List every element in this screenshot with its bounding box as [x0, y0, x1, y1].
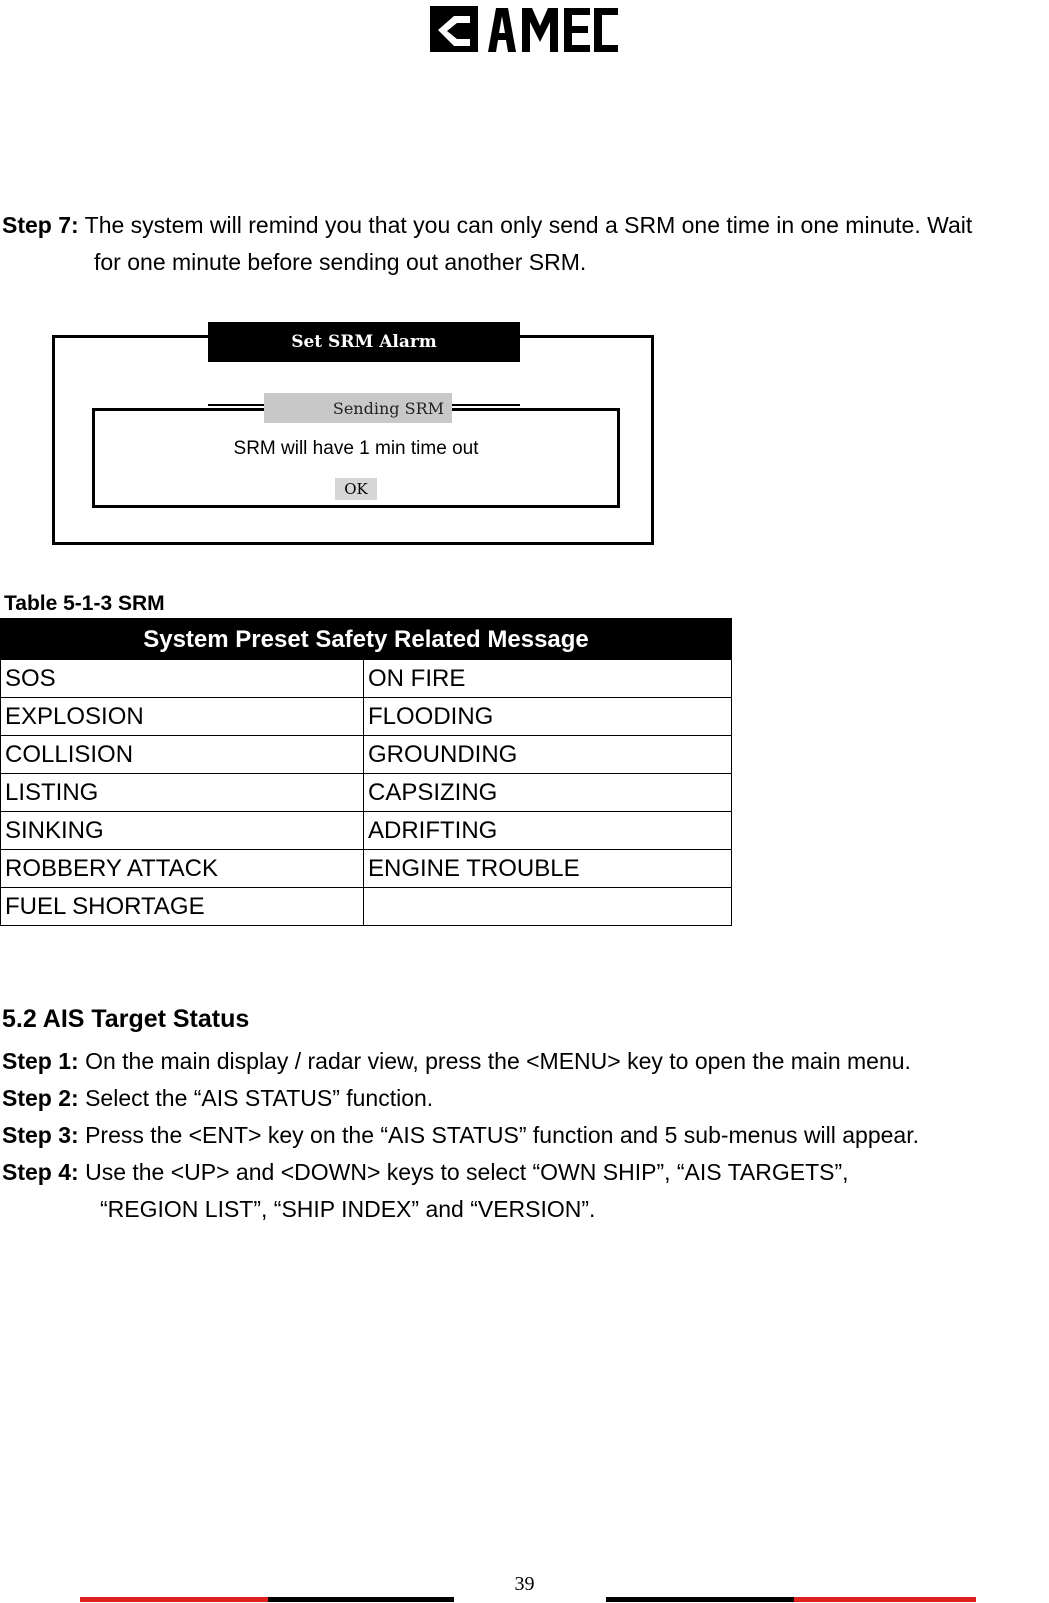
ok-button[interactable]: OK: [335, 478, 377, 500]
dialog-tab: Sending SRM: [264, 393, 452, 423]
step-label: Step 3:: [2, 1122, 79, 1148]
section-title: 5.2 AIS Target Status: [2, 1005, 250, 1033]
step-label: Step 4:: [2, 1159, 79, 1185]
step-label: Step 1:: [2, 1048, 79, 1074]
step-text: On the main display / radar view, press the <MENU> key to open the main menu.: [78, 1048, 911, 1074]
table-row: [1, 698, 732, 736]
amec-logo-graphic: [430, 4, 620, 56]
step7-line1: [2, 207, 1047, 244]
step7-text: The system will remind you that you can only send a SRM one time in one minute. Wait: [78, 212, 973, 238]
step7-label: Step 7:: [2, 212, 79, 238]
screen-title: Set SRM Alarm: [208, 322, 520, 362]
table-cell: ENGINE TROUBLE: [364, 850, 732, 888]
step-text: Use the <UP> and <DOWN> keys to select “OWN SHIP”, “AIS TARGETS”,: [78, 1159, 849, 1185]
step-label: Step 2:: [2, 1085, 79, 1111]
table-cell: LISTING: [1, 774, 364, 812]
table-cell: [364, 888, 732, 926]
table-header: System Preset Safety Related Message: [1, 620, 732, 660]
step4-continuation: “REGION LIST”, “SHIP INDEX” and “VERSION”.: [100, 1196, 596, 1222]
table-cell: ROBBERY ATTACK: [1, 850, 364, 888]
table-cell: ON FIRE: [364, 660, 732, 698]
table-row: [1, 850, 732, 888]
table-cell: COLLISION: [1, 736, 364, 774]
table-cell: SOS: [1, 660, 364, 698]
page-number: 39: [514, 1573, 535, 1595]
table-row: [1, 888, 732, 926]
step2-line: [2, 1080, 433, 1117]
footer-bar-red-left: [80, 1597, 268, 1602]
table-row: [1, 660, 732, 698]
step3-line: [2, 1117, 919, 1154]
step1-line: [2, 1043, 911, 1080]
step-text: Select the “AIS STATUS” function.: [78, 1085, 434, 1111]
table-caption: Table 5-1-3 SRM: [4, 592, 165, 615]
table-cell: SINKING: [1, 812, 364, 850]
step-text: Press the <ENT> key on the “AIS STATUS” function and 5 sub-menus will appear.: [78, 1122, 920, 1148]
table-cell: FUEL SHORTAGE: [1, 888, 364, 926]
footer-bar-black-left: [268, 1597, 454, 1602]
table-cell: ADRIFTING: [364, 812, 732, 850]
dialog-message: SRM will have 1 min time out: [233, 438, 479, 459]
table-cell: FLOODING: [364, 698, 732, 736]
table-cell: CAPSIZING: [364, 774, 732, 812]
amec-logo: [430, 4, 620, 56]
step7-line2: for one minute before sending out another SRM.: [94, 249, 587, 275]
step4-line: [2, 1154, 849, 1191]
table-row: [1, 736, 732, 774]
table-cell: EXPLOSION: [1, 698, 364, 736]
table-row: [1, 774, 732, 812]
footer-bar-red-right: [794, 1597, 976, 1602]
footer-bar-black-right: [606, 1597, 794, 1602]
table-row: [1, 812, 732, 850]
srm-table: [0, 618, 732, 926]
table-cell: GROUNDING: [364, 736, 732, 774]
